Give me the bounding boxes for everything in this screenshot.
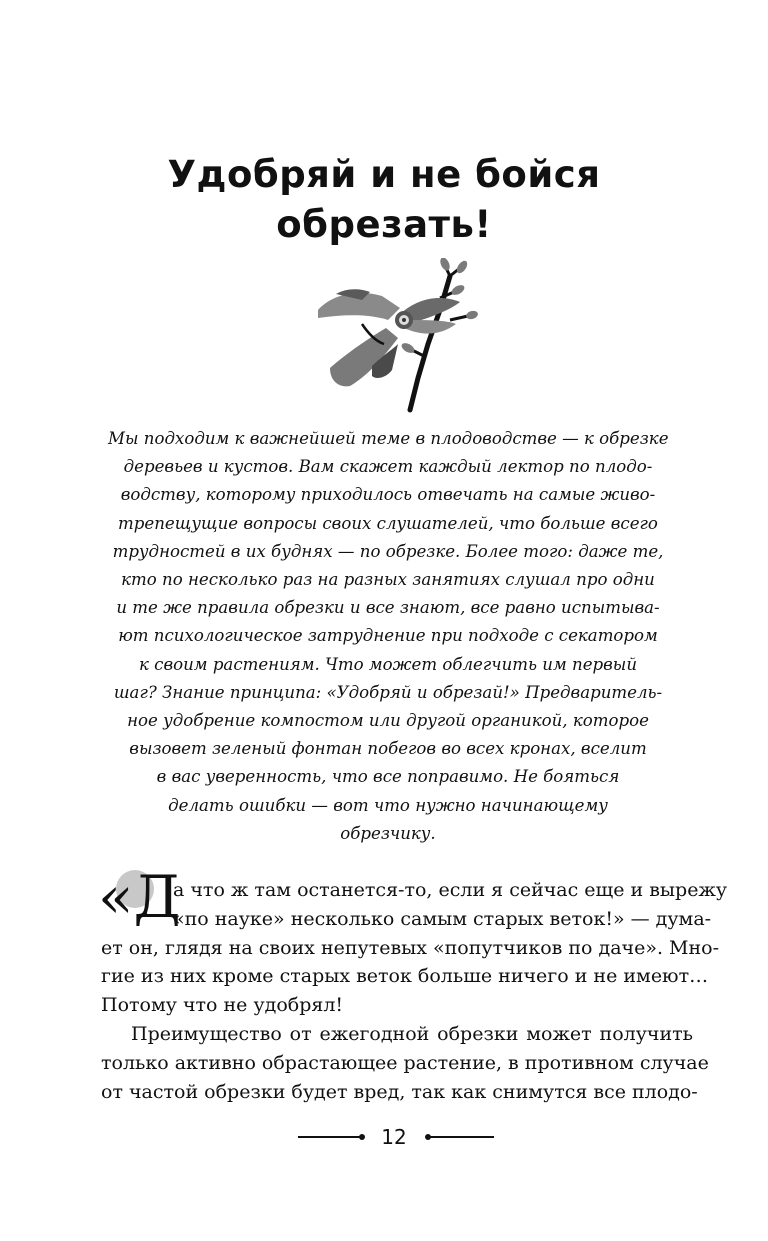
intro-line: делать ошибки — вот что нужно начинающему [168, 795, 608, 815]
pruning-shears-icon [300, 258, 490, 418]
chapter-intro [108, 425, 668, 848]
chapter-title [0, 150, 768, 250]
intro-line: кто по несколько раз на разных занятиях слушал про одни [121, 570, 655, 590]
body-line: Преимущество от ежегодной обрезки может получить [131, 1022, 693, 1045]
body-line: Потому что не удобрял! [101, 994, 344, 1017]
page-footer [0, 1124, 768, 1150]
intro-line: водству, которому приходилось отвечать на самые живо- [120, 485, 656, 505]
intro-line: и те же правила обрезки и все знают, все равно испытыва- [116, 598, 660, 618]
footer-rule-left [298, 1136, 360, 1138]
footer-dot-left [359, 1134, 365, 1140]
body-line: только активно обрастающее растение, в противном случае [101, 1051, 709, 1074]
body-line: «по науке» несколько самым старых веток!» — дума- [173, 907, 712, 930]
footer-rule-right [430, 1136, 494, 1138]
chapter-title-line: обрезать! [276, 203, 492, 246]
intro-line: Мы подходим к важнейшей теме в плодоводстве — к обрезке [108, 429, 669, 448]
intro-line: к своим растениям. Что может облегчить им первый [138, 654, 638, 674]
intro-line: деревьев и кустов. Вам скажет каждый лектор по плодо- [123, 457, 653, 477]
body-line: ет он, глядя на своих непутевых «попутчиков по даче». Мно- [101, 936, 720, 959]
intro-line: трепещущие вопросы своих слушателей, что больше всего [118, 513, 658, 533]
intro-line: обрезчику. [340, 823, 436, 843]
intro-line: вызовет зеленый фонтан побегов во всех кронах, вселит [129, 739, 647, 759]
intro-line: ное удобрение компостом или другой органикой, которое [127, 711, 649, 731]
dropcap-letter: «Д [98, 863, 181, 931]
chapter-title-line: Удобряй и не бойся [167, 153, 601, 196]
body-line: гие из них кроме старых веток больше ничего и не имеют… [101, 965, 709, 988]
body-line: а что ж там останется-то, если я сейчас еще и вырежу [173, 879, 728, 901]
body-line: от частой обрезки будет вред, так как снимутся все плодо- [101, 1080, 698, 1103]
intro-line: шаг? Знание принципа: «Удобряй и обрезай!» Предваритель- [113, 682, 663, 702]
intro-line: в вас уверенность, что все поправимо. Не бояться [156, 767, 620, 787]
page-number: 12 [381, 1125, 407, 1149]
body-text [101, 876, 728, 1106]
intro-line: трудностей в их буднях — по обрезке. Более того: даже те, [112, 541, 664, 561]
intro-line: ют психологическое затруднение при подходе с секатором [118, 626, 658, 646]
